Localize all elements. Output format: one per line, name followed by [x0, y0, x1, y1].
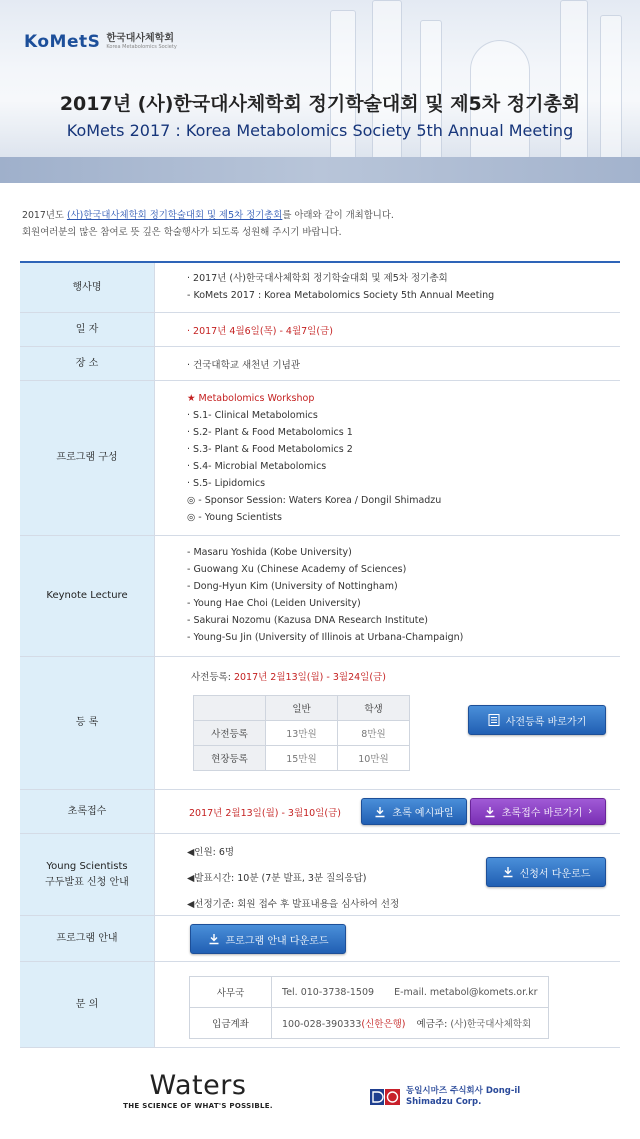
keynote-speaker: - Masaru Yoshida (Kobe University) — [187, 547, 352, 558]
waters-name: Waters — [149, 1070, 247, 1101]
row-event-name — [20, 263, 620, 313]
program-item: ◎ - Sponsor Session: Waters Korea / Dongil Shimadzu — [187, 495, 442, 506]
fee-type: 현장등록 — [194, 746, 266, 771]
place-value: · 건국대학교 새천년 기념관 — [154, 347, 620, 380]
pre-registration-button[interactable] — [468, 705, 606, 735]
program-workshop: ★ Metabolomics Workshop — [187, 393, 315, 404]
intro-event-link[interactable]: (사)한국대사체학회 정기학술대회 및 제5차 정기총회 — [66, 210, 283, 221]
pre-registration-button-label: 사전등록 바로가기 — [505, 716, 587, 728]
fee-general: 13만원 — [266, 721, 338, 746]
logo-mark: KoMetS — [24, 32, 101, 52]
account-number: 100-028-390333 — [282, 1019, 362, 1030]
row-contact — [20, 962, 620, 1048]
abstract-submit-button-label: 초록접수 바로가기 — [501, 808, 583, 819]
program-item: · S.4- Microbial Metabolomics — [187, 461, 327, 472]
fee-type: 사전등록 — [194, 721, 266, 746]
chevron-right-icon: › — [588, 806, 593, 817]
label-event-name: 행사명 — [20, 263, 154, 312]
dongil-name-line-2: Shimadzu Corp. — [406, 1097, 482, 1107]
waters-slogan: THE SCIENCE OF WHAT'S POSSIBLE. — [123, 1102, 273, 1110]
fee-header-student: 학생 — [338, 696, 410, 721]
download-icon — [208, 933, 220, 945]
fee-student: 8만원 — [338, 721, 410, 746]
label-young-scientists — [20, 834, 154, 915]
program-item: · S.1- Clinical Metabolomics — [187, 410, 318, 421]
waters-logo — [100, 1071, 296, 1110]
pre-registration-dates: 2017년 2월13일(월) - 3월24일(금) — [233, 672, 386, 683]
application-download-button[interactable] — [486, 857, 606, 887]
header-banner — [0, 0, 640, 183]
young-info: ◀발표시간: 10분 (7분 발표, 3분 질의응답) — [187, 873, 367, 884]
keynote-speaker: - Guowang Xu (Chinese Academy of Sciences) — [187, 564, 407, 575]
program-item: · S.2- Plant & Food Metabolomics 1 — [187, 427, 353, 438]
row-program-guide — [20, 916, 620, 962]
abstract-example-button[interactable] — [361, 798, 467, 825]
fee-header-general: 일반 — [266, 696, 338, 721]
keynote-speaker: - Young-Su Jin (University of Illinois at Urbana-Champaign) — [187, 632, 464, 643]
label-registration: 등 록 — [20, 657, 154, 789]
table-row — [194, 746, 410, 771]
intro-suffix: 를 아래와 같이 개최합니다. — [282, 210, 394, 221]
program-item: · S.5- Lipidomics — [187, 478, 266, 489]
abstract-example-button-label: 초록 예시파일 — [392, 808, 454, 819]
keynote-speaker: - Sakurai Nozomu (Kazusa DNA Research Institute) — [187, 615, 429, 626]
young-label-line-1: Young Scientists — [46, 860, 128, 872]
intro-prefix: 2017년도 — [22, 210, 67, 221]
office-label: 사무국 — [190, 977, 272, 1008]
table-row — [194, 721, 410, 746]
abstract-dates: 2017년 2월13일(월) - 3월10일(금) — [189, 807, 341, 819]
dongil-name-line-1: 동일시마즈 주식회사 Dong-il — [406, 1086, 521, 1096]
intro-text — [22, 207, 394, 241]
holder-name: (사)한국대사체학회 — [450, 1019, 532, 1030]
label-keynote: Keynote Lecture — [20, 536, 154, 656]
label-program: 프로그램 구성 — [20, 381, 154, 535]
abstract-submit-button[interactable] — [470, 798, 606, 825]
row-young-scientists — [20, 834, 620, 916]
application-download-button-label: 신청서 다운로드 — [519, 868, 591, 880]
bank-name: (신한은행) — [361, 1019, 406, 1030]
registration-fee-table — [193, 695, 410, 771]
event-name-kr: · 2017년 (사)한국대사체학회 정기학술대회 및 제5차 정기총회 — [187, 273, 448, 284]
young-info: ◀선정기준: 회원 접수 후 발표내용을 심사하여 선정 — [187, 899, 400, 910]
row-registration — [20, 657, 620, 790]
row-program — [20, 381, 620, 536]
komets-logo[interactable] — [24, 32, 177, 52]
young-label-line-2: 구두발표 신청 안내 — [45, 876, 129, 888]
dongil-emblem-icon — [370, 1089, 400, 1105]
holder-label: 예금주: — [416, 1019, 448, 1030]
keynote-speaker: - Young Hae Choi (Leiden University) — [187, 598, 361, 609]
row-keynote — [20, 536, 620, 657]
office-email[interactable]: E-mail. metabol@komets.or.kr — [384, 977, 548, 1008]
label-program-guide: 프로그램 안내 — [20, 916, 154, 961]
download-icon — [484, 806, 496, 818]
fee-general: 15만원 — [266, 746, 338, 771]
logo-english-name: Korea Metabolomics Society — [106, 44, 177, 50]
office-tel: Tel. 010-3738-1509 — [272, 977, 385, 1008]
event-name-en: - KoMets 2017 : Korea Metabolomics Society 5th Annual Meeting — [187, 290, 495, 301]
row-place — [20, 347, 620, 381]
download-icon — [374, 806, 386, 818]
young-info: ◀인원: 6명 — [187, 847, 235, 858]
page-title-korean: 2017년 (사)한국대사체학회 정기학술대회 및 제5차 정기총회 — [59, 93, 581, 115]
row-date — [20, 313, 620, 347]
contact-table — [189, 976, 549, 1039]
page-title-english: KoMets 2017 : Korea Metabolomics Society 5th Annual Meeting — [66, 121, 574, 140]
fee-student: 10만원 — [338, 746, 410, 771]
dongil-shimadzu-logo — [370, 1086, 520, 1108]
fee-header-blank — [194, 696, 266, 721]
logo-korean-name: 한국대사체학회 — [106, 33, 174, 44]
row-abstract — [20, 790, 620, 834]
keynote-speaker: - Dong-Hyun Kim (University of Nottingham) — [187, 581, 398, 592]
intro-line-2: 회원여러분의 많은 참여로 뜻 깊은 학술행사가 되도록 성원해 주시기 바랍니다. — [22, 227, 342, 238]
label-contact: 문 의 — [20, 962, 154, 1047]
program-item: · S.3- Plant & Food Metabolomics 2 — [187, 444, 353, 455]
program-download-button-label: 프로그램 안내 다운로드 — [225, 935, 329, 947]
download-icon — [502, 866, 514, 878]
program-item: ◎ - Young Scientists — [187, 512, 282, 523]
form-icon — [488, 714, 500, 726]
label-date: 일 자 — [20, 313, 154, 346]
event-info-table — [20, 261, 620, 1048]
account-label: 입금계좌 — [190, 1008, 272, 1039]
label-place: 장 소 — [20, 347, 154, 380]
pre-registration-label: 사전등록: — [191, 672, 234, 683]
label-abstract: 초록접수 — [20, 790, 154, 833]
date-value: · 2017년 4월6일(목) - 4월7일(금) — [154, 313, 620, 346]
program-download-button[interactable] — [190, 924, 346, 954]
